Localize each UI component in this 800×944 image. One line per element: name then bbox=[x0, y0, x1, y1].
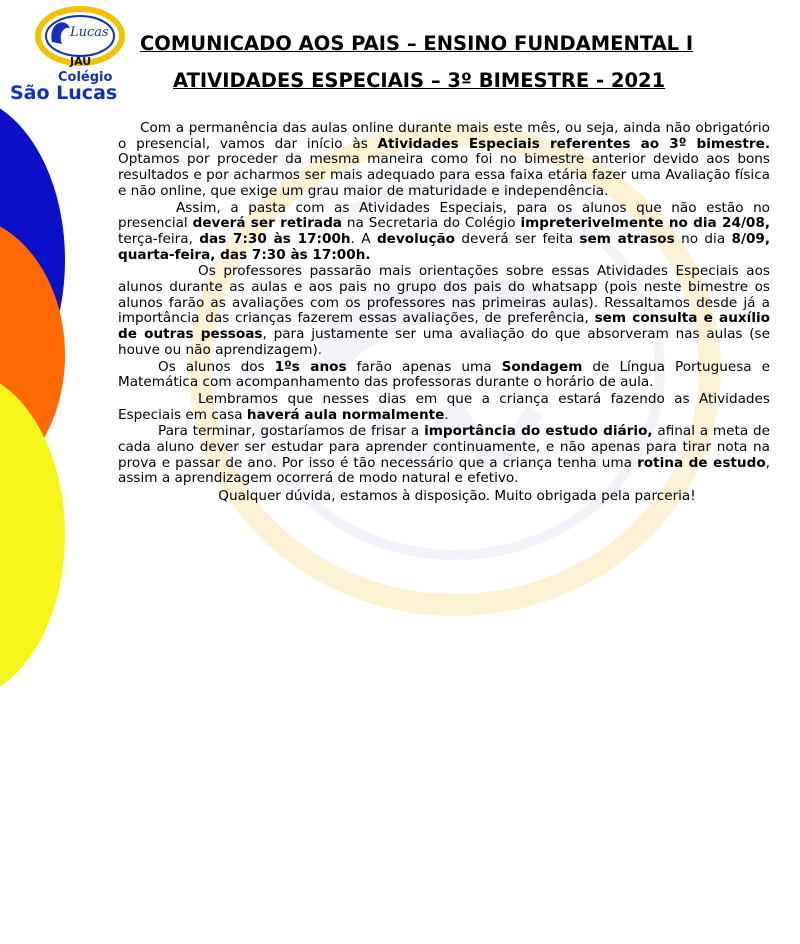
logo-school-name: São Lucas bbox=[10, 82, 118, 104]
paragraph-1: Com a permanência das aulas online durante mais este mês, ou seja, ainda não obrigatório o presencial, vamos dar início às Atividades Especiais referentes ao 3º bimestre. Optamos por proceder da mesma maneira como foi no bimestre anterior devido aos bons resultados e por acharmos ser mais adequado para essa faixa etária fazer uma Avaliação física e não online, que exige um grau maior de maturidade e independência. bbox=[118, 120, 770, 199]
page-title: COMUNICADO AOS PAIS – ENSINO FUNDAMENTAL I bbox=[140, 32, 694, 55]
paragraph-5: Lembramos que nesses dias em que a criança estará fazendo as Atividades Especiais em casa haverá aula normalmente. bbox=[118, 390, 770, 423]
page-subtitle: ATIVIDADES ESPECIAIS – 3º BIMESTRE - 2021 bbox=[173, 69, 666, 92]
closing-note: Qualquer dúvida, estamos à disposição. Muito obrigada pela parceria! bbox=[218, 488, 696, 505]
decor-yellow-stripe bbox=[0, 370, 65, 700]
logo-script-text: Lucas bbox=[70, 25, 109, 40]
paragraph-2: Assim, a pasta com as Atividades Especiais, para os alunos que não estão no presencial deverá ser retirada na Secretaria do Colégio impreterivelmente no dia 24/08, terça-feira, das 7:30 às 17:00h. A devolução deverá ser feita sem atrasos no dia 8/09, quarta-feira, das 7:30 às 17:00h. bbox=[118, 199, 771, 263]
logo-city: JAÚ bbox=[70, 55, 92, 68]
paragraph-3: Os professores passarão mais orientações sobre essas Atividades Especiais aos alunos durante as aulas e aos pais no grupo dos pais do whatsapp (pois neste bimestre os alunos farão as avaliações com os professores nas primeiras aulas). Ressaltamos desde já a importância das crianças fazerem essas avaliações, de preferência, sem consulta e auxílio de outras pessoas, para justamente ser uma avaliação do que absorveram nas aulas (se houve ou não aprendizagem). bbox=[118, 263, 770, 358]
letter-body bbox=[118, 121, 770, 505]
paragraph-6: Para terminar, gostaríamos de frisar a importância do estudo diário, afinal a meta de cada aluno dever ser estudar para aprender continuamente, e não apenas para tirar nota na prova e passar de ano. Por isso é tão necessário que a criança tenha uma rotina de estudo, assim a aprendizagem ocorrerá de modo natural e efetivo. bbox=[118, 423, 770, 487]
school-logo bbox=[4, 2, 162, 104]
logo-word: Colégio bbox=[58, 70, 113, 85]
paragraph-4: Os alunos dos 1ºs anos farão apenas uma Sondagem de Língua Portuguesa e Matemática com acompanhamento das professoras durante o horário de aula. bbox=[118, 358, 770, 391]
